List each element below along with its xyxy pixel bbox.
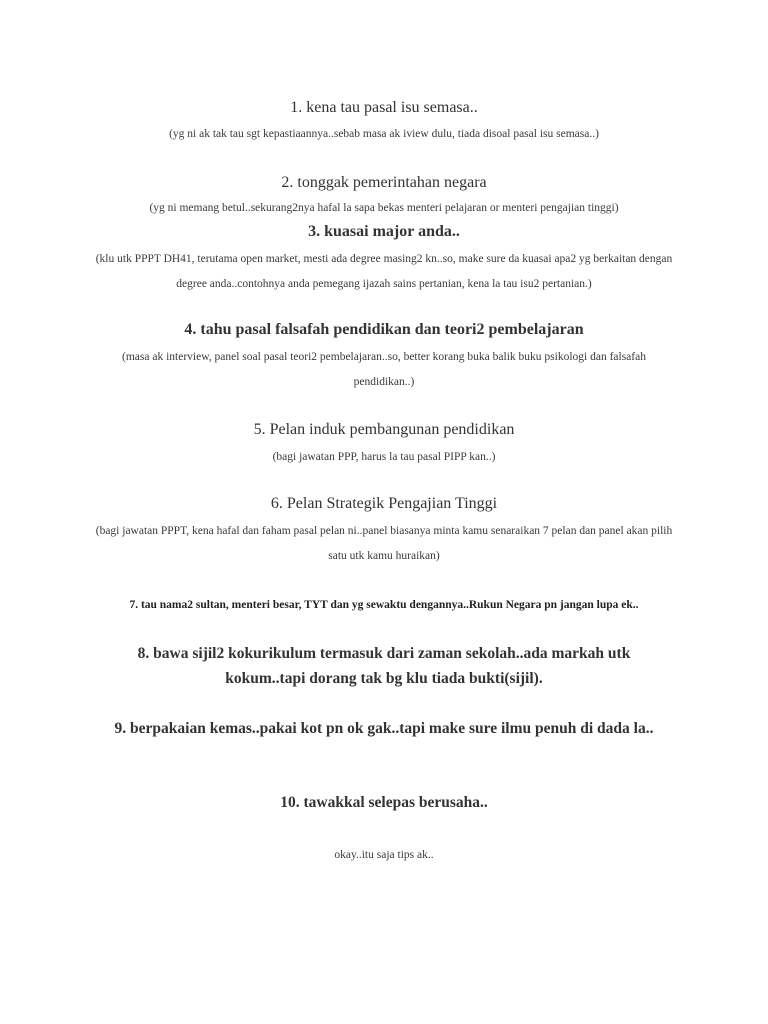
tip-6-heading: 6. Pelan Strategik Pengajian Tinggi: [270, 495, 498, 512]
closing-text: okay..itu saja tips ak..: [334, 849, 434, 861]
tip-5-heading: 5. Pelan induk pembangunan pendidikan: [253, 421, 515, 438]
tip-2-heading: 2. tonggak pemerintahan negara: [281, 174, 487, 191]
tip-10-heading: 10. tawakkal selepas berusaha..: [280, 794, 488, 811]
tip-3-note: (klu utk PPPT DH41, terutama open market, mesti ada degree masing2 kn..so, make sure da kuasai apa2 yg berkaitan dengan degree anda..contohnya anda pemegang ijazah sains pertanian, kena la tau isu2 pertanian.): [95, 253, 673, 290]
tip-7-heading: 7. tau nama2 sultan, menteri besar, TYT dan yg sewaktu dengannya..Rukun Negara pn jangan lupa ek..: [129, 599, 639, 611]
tip-5-note: (bagi jawatan PPP, harus la tau pasal PIPP kan..): [272, 451, 496, 463]
tip-4-heading: 4. tahu pasal falsafah pendidikan dan teori2 pembelajaran: [184, 321, 584, 338]
tip-1-heading: 1. kena tau pasal isu semasa..: [290, 99, 478, 116]
tip-9-heading: 9. berpakaian kemas..pakai kot pn ok gak..tapi make sure ilmu penuh di dada la..: [114, 720, 654, 737]
tip-4-note: (masa ak interview, panel soal pasal teori2 pembelajaran..so, better korang buka balik buku psikologi dan falsafah pendidikan..): [122, 351, 646, 388]
tip-1-note: (yg ni ak tak tau sgt kepastiaannya..sebab masa ak iview dulu, tiada disoal pasal isu semasa..): [169, 128, 599, 140]
tip-6-note: (bagi jawatan PPPT, kena hafal dan faham pasal pelan ni..panel biasanya minta kamu senaraikan 7 pelan dan panel akan pilih satu utk kamu huraikan): [95, 525, 673, 562]
tip-3-heading: 3. kuasai major anda..: [308, 223, 460, 240]
tip-2-note: (yg ni memang betul..sekurang2nya hafal la sapa bekas menteri pelajaran or menteri pengajian tinggi): [149, 202, 619, 214]
tip-8-heading: 8. bawa sijil2 kokurikulum termasuk dari zaman sekolah..ada markah utk kokum..tapi dorang tak bg klu tiada bukti(sijil).: [137, 645, 631, 687]
